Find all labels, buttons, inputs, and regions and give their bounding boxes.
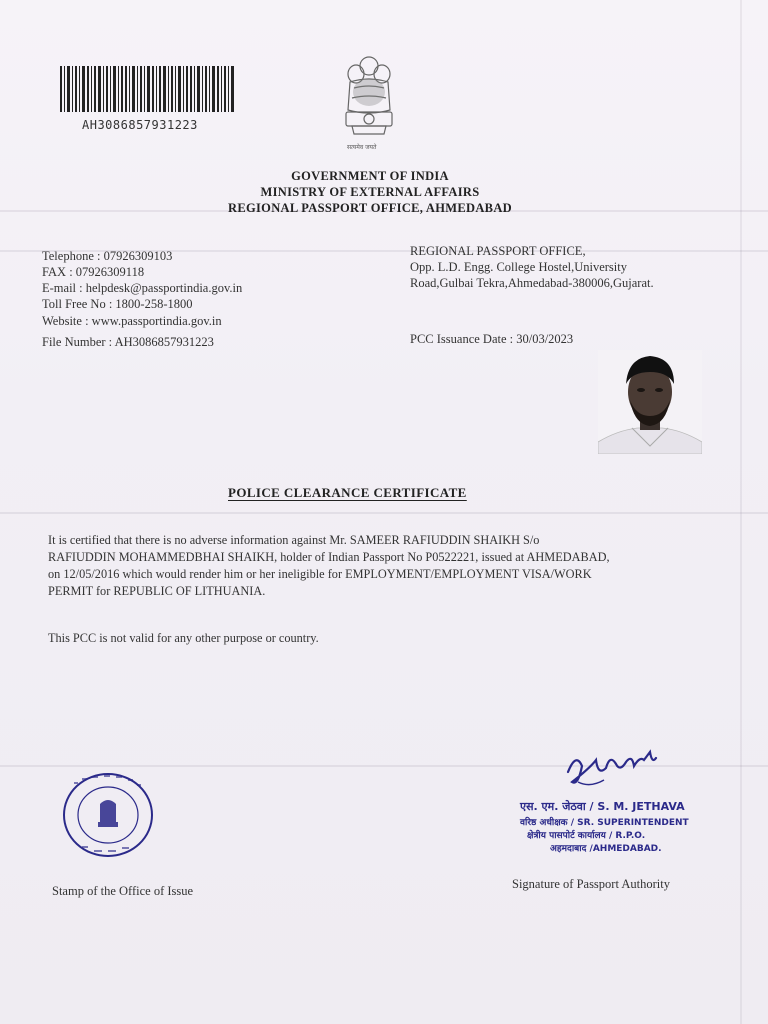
validity-note: This PCC is not valid for any other purpose or country. — [48, 631, 319, 645]
contact-telephone: Telephone : 07926309103 — [42, 249, 173, 263]
contact-fax: FAX : 07926309118 — [42, 265, 145, 279]
paper-edge — [740, 0, 742, 1024]
certificate-body-line3: on 12/05/2016 which would render him or her ineligible for EMPLOYMENT/EMPLOYMENT VISA/WORK — [48, 567, 592, 581]
signature-mark — [560, 742, 670, 792]
certificate-body-line1: It is certified that there is no adverse information against Mr. SAMEER RAFIUDDIN SHAIKH S/o — [48, 533, 540, 547]
authority-city: अहमदाबाद /AHMEDABAD. — [550, 844, 662, 854]
authority-designation: वरिष्ठ अधीक्षक / SR. SUPERINTENDENT — [520, 818, 689, 828]
file-number: File Number : AH3086857931223 — [42, 335, 214, 349]
header-office: REGIONAL PASSPORT OFFICE, AHMEDABAD — [228, 201, 512, 215]
paper-fold-line — [0, 512, 768, 514]
header-ministry: MINISTRY OF EXTERNAL AFFAIRS — [260, 185, 480, 199]
authority-name: एस. एम. जेठवा / S. M. JETHAVA — [520, 800, 685, 813]
authority-office: क्षेत्रीय पासपोर्ट कार्यालय / R.P.O. — [527, 831, 646, 841]
signature-label: Signature of Passport Authority — [512, 877, 670, 891]
contact-email: E-mail : helpdesk@passportindia.gov.in — [42, 281, 243, 295]
certificate-title: POLICE CLEARANCE CERTIFICATE — [228, 485, 467, 500]
office-address-line2: Road,Gulbai Tekra,Ahmedabad-380006,Gujarat. — [410, 276, 654, 290]
barcode — [60, 66, 234, 112]
header-government: GOVERNMENT OF INDIA — [291, 169, 449, 183]
national-emblem-icon — [338, 52, 400, 152]
office-address-line1: Opp. L.D. Engg. College Hostel,University — [410, 260, 627, 274]
contact-website: Website : www.passportindia.gov.in — [42, 314, 222, 328]
barcode-number: AH3086857931223 — [82, 118, 198, 132]
stamp-label: Stamp of the Office of Issue — [52, 884, 194, 898]
certificate-body-line2: RAFIUDDIN MOHAMMEDBHAI SHAIKH, holder of Indian Passport No P0522221, issued at AHMEDABAD, — [48, 550, 610, 564]
office-rubber-stamp-icon — [60, 770, 156, 860]
certificate-body-line4: PERMIT for REPUBLIC OF LITHUANIA. — [48, 584, 266, 598]
emblem-motto: सत्यमेव जयते — [347, 144, 377, 151]
contact-toll-free: Toll Free No : 1800-258-1800 — [42, 297, 193, 311]
pcc-issuance-date: PCC Issuance Date : 30/03/2023 — [410, 332, 574, 346]
applicant-photo — [598, 350, 702, 454]
office-name: REGIONAL PASSPORT OFFICE, — [410, 244, 586, 258]
